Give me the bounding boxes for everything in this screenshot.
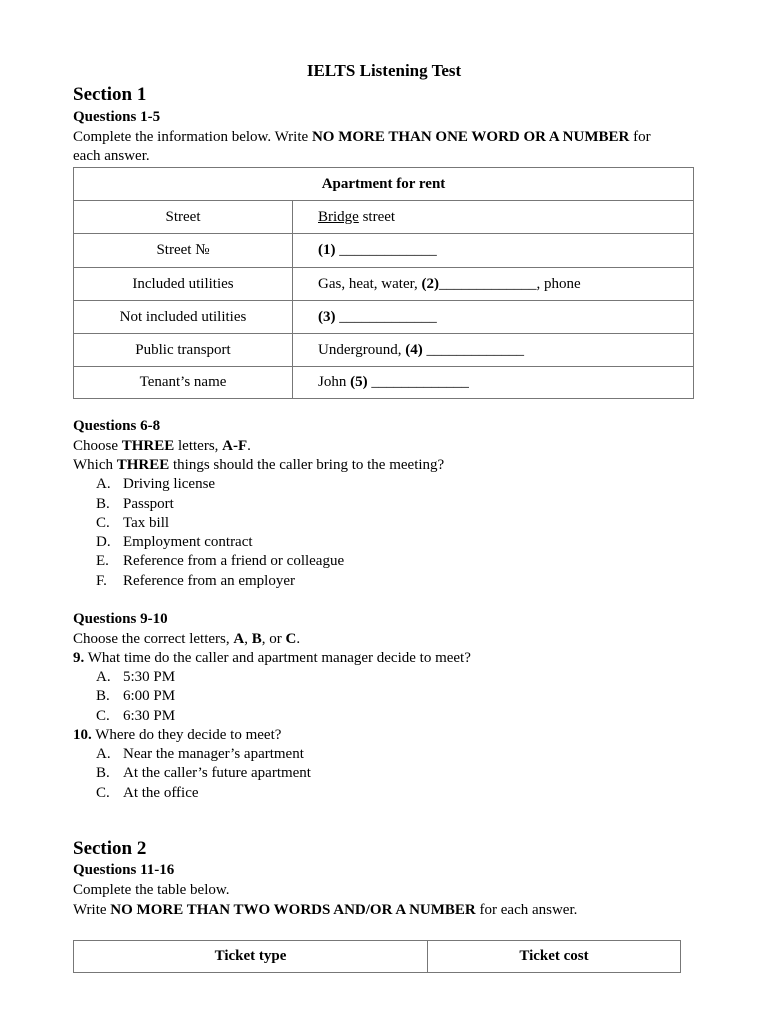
table-row-label: Included utilities — [74, 268, 293, 301]
ticket-table — [73, 940, 681, 973]
table-row-value: Gas, heat, water, (2)_____________, phone — [293, 268, 694, 301]
apartment-table — [73, 167, 694, 399]
questions-11-16-instruction-cont: Write NO MORE THAN TWO WORDS AND/OR A NUMBER for each answer. — [73, 902, 578, 918]
list-item: A. 5:30 PM — [96, 669, 176, 685]
questions-9-10-instruction: Choose the correct letters, A, B, or C. — [73, 631, 301, 647]
section-2-heading: Section 2 — [73, 838, 147, 859]
list-item: D. Employment contract — [96, 534, 253, 550]
list-item: F. Reference from an employer — [96, 573, 295, 589]
table-row-label: Street № — [74, 234, 293, 268]
list-item: C. Tax bill — [96, 515, 170, 531]
list-item: B. Passport — [96, 496, 174, 512]
ticket-cost-header: Ticket cost — [428, 941, 681, 973]
questions-1-5-instruction: Complete the information below. Write NO MORE THAN ONE WORD OR A NUMBER for — [73, 129, 651, 145]
questions-1-5-heading: Questions 1-5 — [73, 109, 161, 125]
question-9-prompt: 9. What time do the caller and apartment manager decide to meet? — [73, 650, 471, 666]
question-6-8-prompt: Which THREE things should the caller bring to the meeting? — [73, 457, 445, 473]
table-row-label: Not included utilities — [74, 301, 293, 334]
list-item: C. 6:30 PM — [96, 708, 176, 724]
section-1-heading: Section 1 — [73, 84, 147, 105]
table-row-value: (3) _____________ — [293, 301, 694, 334]
table-row-label: Public transport — [74, 334, 293, 367]
ticket-type-header: Ticket type — [74, 941, 428, 973]
apartment-table-header: Apartment for rent — [74, 168, 694, 201]
table-row-value: Underground, (4) _____________ — [293, 334, 694, 367]
list-item: E. Reference from a friend or colleague — [96, 553, 345, 569]
list-item: B. 6:00 PM — [96, 688, 176, 704]
page-title: IELTS Listening Test — [306, 61, 462, 80]
table-row-value: John (5) _____________ — [293, 367, 694, 399]
questions-1-5-instruction-cont: each answer. — [73, 148, 150, 164]
questions-9-10-heading: Questions 9-10 — [73, 611, 168, 627]
questions-11-16-instruction: Complete the table below. — [73, 882, 230, 898]
list-item: C. At the office — [96, 785, 199, 801]
table-row-label: Street — [74, 201, 293, 234]
list-item: A. Driving license — [96, 476, 216, 492]
table-row-value: (1) _____________ — [293, 234, 694, 268]
questions-6-8-instruction: Choose THREE letters, A-F. — [73, 438, 251, 454]
list-item: A. Near the manager’s apartment — [96, 746, 304, 762]
questions-11-16-heading: Questions 11-16 — [73, 862, 175, 878]
question-10-prompt: 10. Where do they decide to meet? — [73, 727, 282, 743]
table-row-value: Bridge street — [293, 201, 694, 234]
list-item: B. At the caller’s future apartment — [96, 765, 311, 781]
table-row-label: Tenant’s name — [74, 367, 293, 399]
questions-6-8-heading: Questions 6-8 — [73, 418, 161, 434]
